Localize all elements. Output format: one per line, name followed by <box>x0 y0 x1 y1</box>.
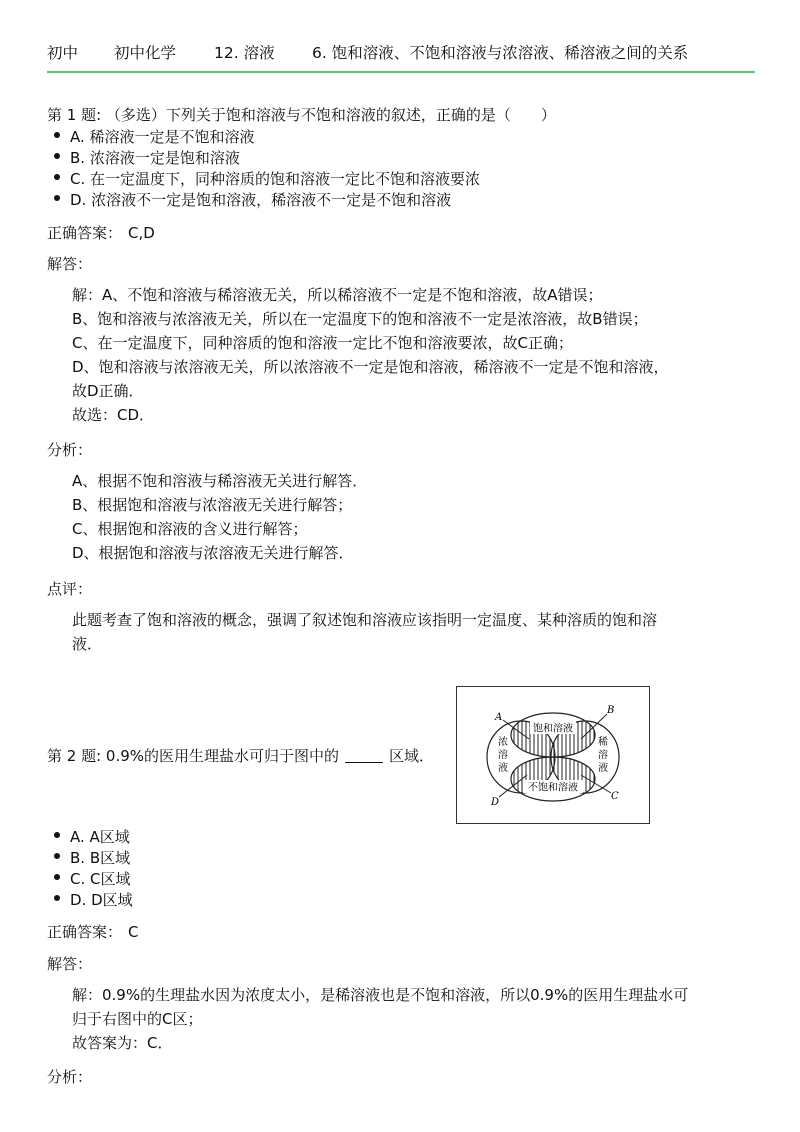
letter-d: D <box>491 797 500 808</box>
q1-solution-line: D、饱和溶液与浓溶液无关，所以浓溶液不一定是饱和溶液，稀溶液不一定是不饱和溶液， <box>72 358 669 376</box>
q1-analysis-line: A、根据不饱和溶液与稀溶液无关进行解答． <box>72 472 368 490</box>
label-concentrated: 液 <box>498 763 508 774</box>
q2-stem-before: 第 2 题: 0.9%的医用生理盐水可归于图中的 <box>47 747 340 765</box>
label-dilute: 液 <box>598 763 608 774</box>
q1-solution-line: 解：A、不饱和溶液与稀溶液无关，所以稀溶液不一定是不饱和溶液，故A错误； <box>72 286 603 304</box>
q1-comment-label: 点评： <box>47 580 93 598</box>
q2-answer <box>47 921 139 942</box>
letter-c: C <box>611 791 619 802</box>
q1-comment-line: 液． <box>72 635 103 653</box>
q2-analysis-label: 分析： <box>47 1068 93 1086</box>
q1-solution-line: 故D正确． <box>72 382 144 400</box>
answer-blank <box>345 762 383 763</box>
q2-option-c: C. C区域 <box>70 870 131 888</box>
q1-stem: 第 1 题: （多选）下列关于饱和溶液与不饱和溶液的叙述，正确的是（ ） <box>47 106 556 124</box>
letter-b: B <box>607 705 615 716</box>
label-dilute: 溶 <box>598 750 608 761</box>
q1-option-b: B. 浓溶液一定是饱和溶液 <box>70 149 240 167</box>
q1-solution-line: B、饱和溶液与浓溶液无关，所以在一定温度下的饱和溶液不一定是浓溶液，故B错误； <box>72 310 648 328</box>
q1-analysis-line: C、根据饱和溶液的含义进行解答； <box>72 520 308 538</box>
q1-option-a: A. 稀溶液一定是不饱和溶液 <box>70 128 255 146</box>
q2-solution-line: 归于右图中的C区； <box>72 1010 203 1028</box>
answer-label: 正确答案： <box>47 224 123 242</box>
label-dilute: 稀 <box>598 737 608 748</box>
q1-solution-line: 故选：CD． <box>72 406 155 424</box>
q2-stem <box>47 745 434 766</box>
breadcrumb-chapter[interactable]: 12. 溶液 <box>214 44 275 62</box>
answer-label: 正确答案： <box>47 923 123 941</box>
label-unsaturated: 不饱和溶液 <box>528 782 578 794</box>
q1-analysis-line: B、根据饱和溶液与浓溶液无关进行解答； <box>72 496 353 514</box>
breadcrumb <box>47 41 755 73</box>
label-concentrated: 浓 <box>498 737 508 748</box>
breadcrumb-level[interactable]: 初中 <box>47 44 79 62</box>
letter-a: A <box>495 712 503 723</box>
q2-stem-after: 区域． <box>389 747 435 765</box>
q2-option-d: D. D区域 <box>70 891 133 909</box>
q1-option-c: C. 在一定温度下，同种溶质的饱和溶液一定比不饱和溶液要浓 <box>70 170 481 188</box>
q1-answer <box>47 222 155 243</box>
venn-diagram <box>457 687 649 823</box>
q1-option-d: D. 浓溶液不一定是饱和溶液，稀溶液不一定是不饱和溶液 <box>70 191 452 209</box>
q1-solution-label: 解答： <box>47 255 93 273</box>
breadcrumb-section[interactable]: 6. 饱和溶液、不饱和溶液与浓溶液、稀溶液之间的关系 <box>312 44 689 62</box>
breadcrumb-subject[interactable]: 初中化学 <box>114 44 177 62</box>
label-concentrated: 溶 <box>498 750 508 761</box>
q2-option-b: B. B区域 <box>70 849 131 867</box>
q2-solution-label: 解答： <box>47 955 93 973</box>
q1-solution-line: C、在一定温度下，同种溶质的饱和溶液一定比不饱和溶液要浓，故C正确； <box>72 334 573 352</box>
q2-solution-line: 解：0.9%的生理盐水因为浓度太小，是稀溶液也是不饱和溶液，所以0.9%的医用生理盐水可 <box>72 986 689 1004</box>
q1-analysis-line: D、根据饱和溶液与浓溶液无关进行解答． <box>72 544 354 562</box>
answer-value: C,D <box>128 224 155 242</box>
q2-option-a: A. A区域 <box>70 828 130 846</box>
q2-solution-line: 故答案为：C． <box>72 1034 173 1052</box>
answer-value: C <box>128 923 139 941</box>
venn-figure <box>456 686 650 824</box>
q1-comment-line: 此题考查了饱和溶液的概念，强调了叙述饱和溶液应该指明一定温度、某种溶质的饱和溶 <box>72 611 658 629</box>
q1-analysis-label: 分析： <box>47 441 93 459</box>
label-saturated: 饱和溶液 <box>533 723 573 735</box>
